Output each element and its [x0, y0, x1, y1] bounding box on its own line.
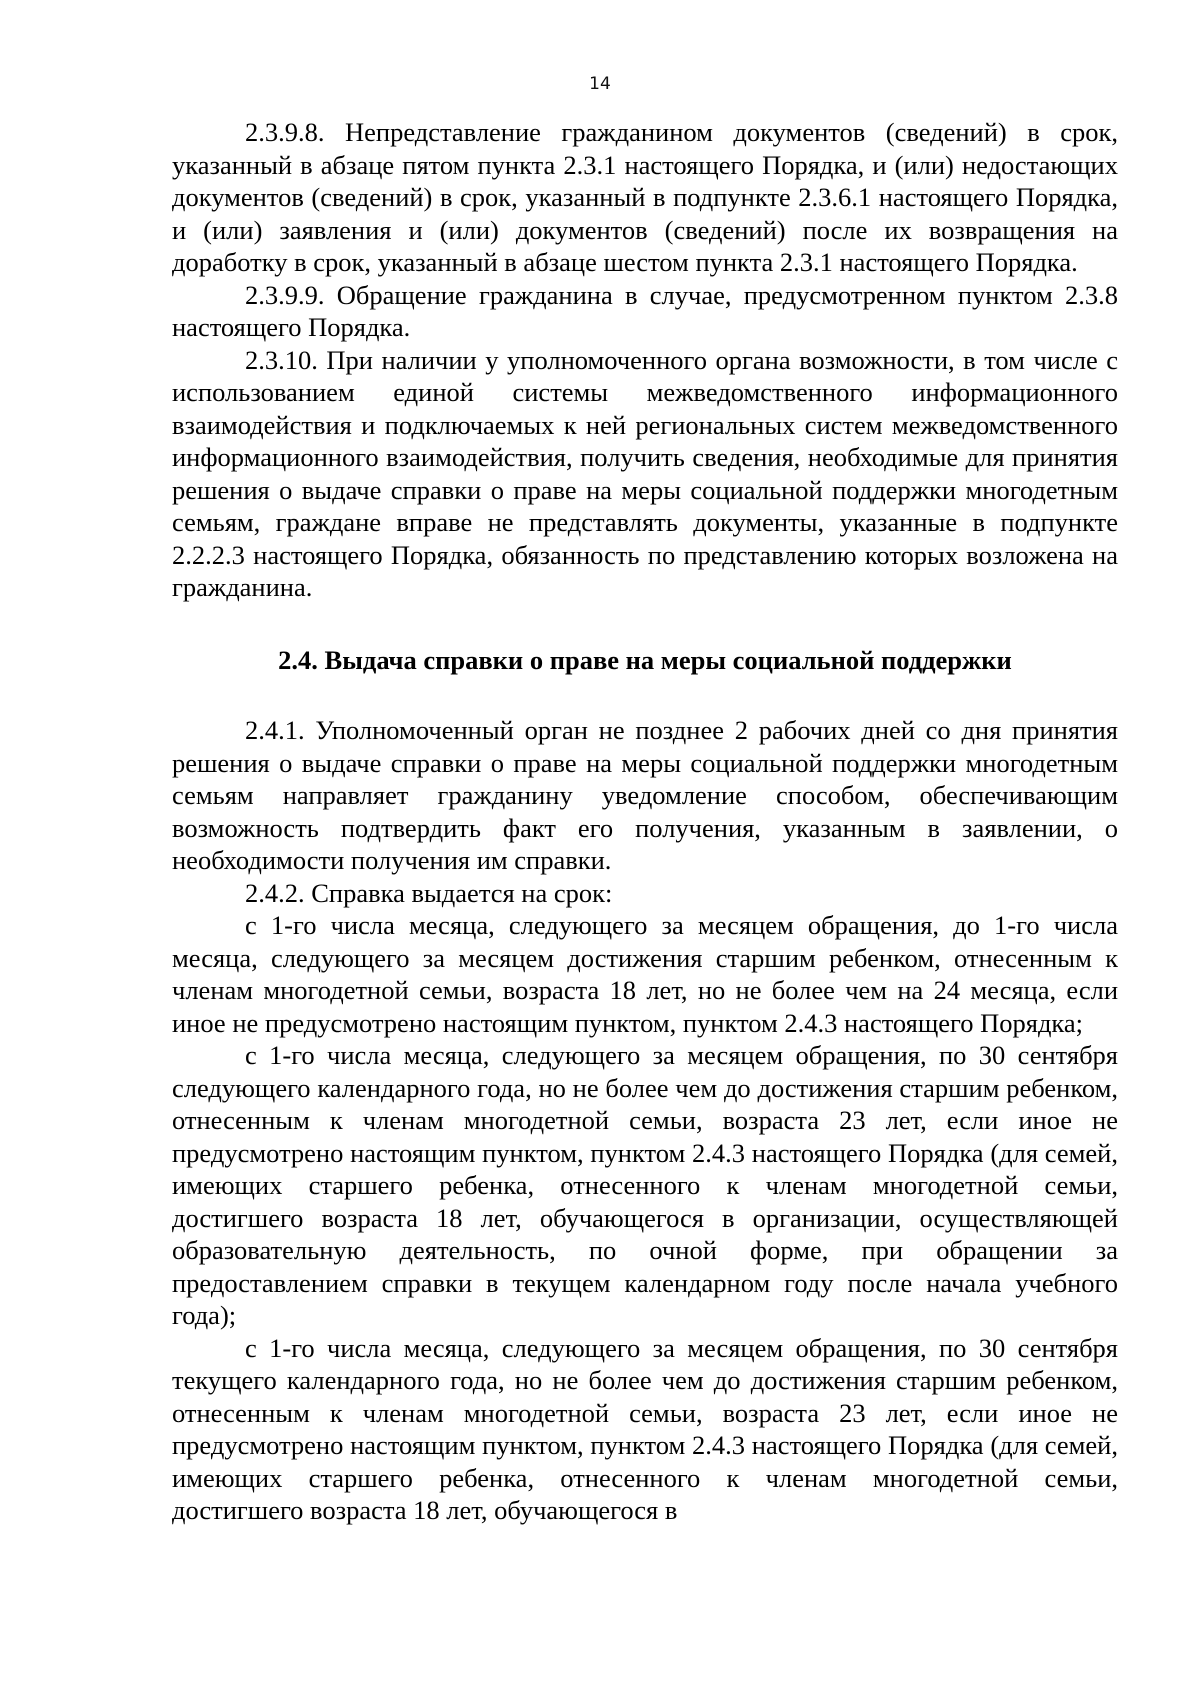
- document-body: [172, 116, 1118, 1527]
- paragraph-term-option-1: с 1-го числа месяца, следующего за месяцем обращения, до 1-го числа месяца, следующего за месяцем достижения старшим ребенком, отнесенным к членам многодетной семьи, возраста 18 лет, но не более чем на 24 месяца, если иное не предусмотрено настоящим пунктом, пунктом 2.4.3 настоящего Порядка;: [172, 910, 1118, 1038]
- paragraph-term-option-3: с 1-го числа месяца, следующего за месяцем обращения, по 30 сентября текущего календарного года, но не более чем до достижения старшим ребенком, отнесенным к членам многодетной семьи, возраста 23 лет, если иное не предусмотрено настоящим пунктом, пунктом 2.4.3 настоящего Порядка (для семей, имеющих старшего ребенка, отнесенного к членам многодетной семьи, достигшего возраста 18 лет, обучающегося в: [172, 1332, 1118, 1525]
- paragraph-2-3-10: 2.3.10. При наличии у уполномоченного органа возможности, в том числе с использованием единой системы межведомственного информационного взаимодействия и подключаемых к ней региональных систем межведомственного информационного взаимодействия, получить сведения, необходимые для принятия решения о выдаче справки о праве на меры социальной поддержки многодетным семьям, граждане вправе не представлять документы, указанные в подпункте 2.2.2.3 настоящего Порядка, обязанность по представлению которых возложена на гражданина.: [172, 344, 1118, 602]
- paragraph-term-option-2: с 1-го числа месяца, следующего за месяцем обращения, по 30 сентября следующего календарного года, но не более чем до достижения старшим ребенком, отнесенным к членам многодетной семьи, возраста 23 лет, если иное не предусмотрено настоящим пунктом, пунктом 2.4.3 настоящего Порядка (для семей, имеющих старшего ребенка, отнесенного к членам многодетной семьи, достигшего возраста 18 лет, обучающегося в организации, осуществляющей образовательную деятельность, по очной форме, при обращении за предоставлением справки в текущем календарном году после начала учебного года);: [172, 1040, 1118, 1330]
- paragraph-2-3-9-8: 2.3.9.8. Непредставление гражданином документов (сведений) в срок, указанный в абзаце пятом пункта 2.3.1 настоящего Порядка, и (или) недостающих документов (сведений) в срок, указанный в подпункте 2.3.6.1 настоящего Порядка, и (или) заявления и (или) документов (сведений) после их возвращения на доработку в срок, указанный в абзаце шестом пункта 2.3.1 настоящего Порядка.: [172, 117, 1118, 277]
- page-number: 14: [589, 74, 611, 94]
- paragraph-2-4-1: 2.4.1. Уполномоченный орган не позднее 2 рабочих дней со дня принятия решения о выдаче справки о праве на меры социальной поддержки многодетным семьям направляет гражданину уведомление способом, обеспечивающим возможность подтвердить факт его получения, указанным в заявлении, о необходимости получения им справки.: [172, 715, 1118, 875]
- paragraph-2-3-9-9: 2.3.9.9. Обращение гражданина в случае, предусмотренном пунктом 2.3.8 настоящего Порядка.: [172, 279, 1118, 342]
- section-heading: 2.4. Выдача справки о праве на меры социальной поддержки: [278, 644, 1012, 675]
- paragraph-2-4-2: 2.4.2. Справка выдается на срок:: [245, 877, 613, 908]
